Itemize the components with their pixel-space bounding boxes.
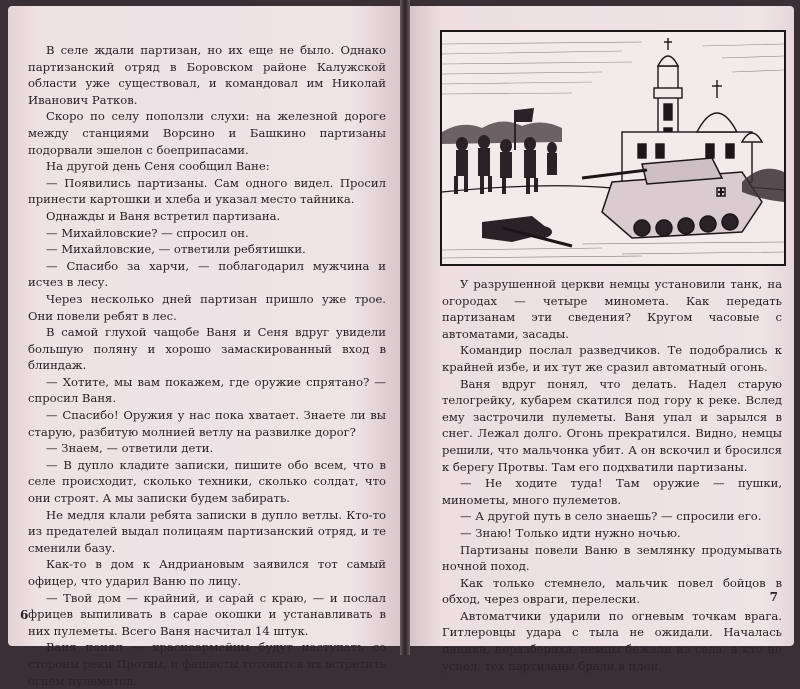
paragraph: На другой день Сеня сообщил Ване: xyxy=(46,159,270,174)
paragraph: Не медля клали ребята записки в дупло ветлы. Кто-то из предателей выдал полицаям партизанский отряд, и те сменили базу. xyxy=(28,507,386,555)
paragraph: — Михайловские, — ответили ребятишки. xyxy=(46,242,306,257)
paragraph: Однажды и Ваня встретил партизана. xyxy=(46,208,281,223)
paragraph: Ваня понял — красноармейцы будут наступать со стороны реки Протвы, и фашисты готовятся их встретить огнем пулеметов. xyxy=(28,640,386,688)
page-number-left: 6 xyxy=(20,608,29,622)
paragraph: — Спасибо! Оружия у нас пока хватает. Знаете ли вы старую, разбитую молнией ветлу на развилке дорог? xyxy=(28,408,386,439)
paragraph: — Не ходите туда! Там оружие — пушки, минометы, много пулеметов. xyxy=(442,476,782,507)
paragraph: Партизаны повели Ваню в землянку продумывать ночной поход. xyxy=(442,542,782,574)
paragraph: — Твой дом — крайний, и сарай с краю, — и послал фрицев выпиливать в сарае окошки и устанавливать в них пулеметы. Всего Ваня насчитал 14 штук. xyxy=(28,590,386,638)
left-page xyxy=(8,6,400,688)
paragraph: — Спасибо за харчи, — поблагодарил мужчина и исчез в лесу. xyxy=(28,258,386,290)
paragraph: Командир послал разведчиков. Те подобрались к крайней избе, и их тут же сразил автоматный огонь. xyxy=(442,343,782,374)
paragraph: — В дупло кладите записки, пишите обо всем, что в селе происходит, сколько техники, сколько солдат, что они строят. А мы записки будем забирать. xyxy=(28,457,386,506)
right-page-text xyxy=(442,276,782,674)
paragraph: — Знаю! Только идти нужно ночью. xyxy=(460,525,681,540)
paragraph: У разрушенной церкви немцы установили танк, на огородах — четыре миномета. Как передать партизанам эти сведения? Кругом часовые с автоматами, засады. xyxy=(442,277,782,341)
paragraph: Через несколько дней партизан пришло уже трое. Они повели ребят в лес. xyxy=(28,291,386,323)
paragraph: Ваня вдруг понял, что делать. Надел старую телогрейку, кубарем скатился под гору к реке. Вслед ему застрочили пулеметы. Ваня упал и зарылся в снег. Лежал долго. Огонь прекратился. Видно, немцы решили, что мальчонка убит. А он вскочил и бросился к берегу Протвы. Там его подхватили партизаны. xyxy=(442,376,782,474)
paragraph: Как-то в дом к Андриановым заявился тот самый офицер, что ударил Ваню по лицу. xyxy=(28,557,386,588)
paragraph: — Появились партизаны. Сам одного видел. Просил принести картошки и хлеба и указал место тайника. xyxy=(28,175,386,207)
paragraph: Скоро по селу поползли слухи: на железной дороге между станциями Ворсино и Башкино партизаны подорвали эшелон с боеприпасами. xyxy=(28,109,386,157)
paragraph: Как только стемнело, мальчик повел бойцов в обход, через овраги, перелески. xyxy=(442,575,782,607)
church-tank-battle-illustration xyxy=(440,30,786,266)
paragraph: В селе ждали партизан, но их еще не было. Однако партизанский отряд в Боровском районе Калужской области уже существовал, и командовал им Николай Иванович Ратков. xyxy=(28,43,386,107)
paragraph: Автоматчики ударили по огневым точкам врага. Гитлеровцы удара с тыла не ожидали. Началась паника, неразбериха, немцы бежали из села, а кто не успел, тех партизаны брали в плен. xyxy=(442,608,782,673)
page-number-right: 7 xyxy=(769,590,778,604)
paragraph: — Знаем, — ответили дети. xyxy=(46,441,214,456)
left-page-text xyxy=(28,42,386,689)
paragraph: — Михайловские? — спросил он. xyxy=(46,225,249,240)
paragraph: — Хотите, мы вам покажем, где оружие спрятано? — спросил Ваня. xyxy=(28,374,386,406)
paragraph: — А другой путь в село знаешь? — спросили его. xyxy=(460,509,762,524)
book-gutter xyxy=(400,0,410,655)
paragraph: В самой глухой чащобе Ваня и Сеня вдруг увидели большую поляну и хорошо замаскированный вход в блиндаж. xyxy=(28,325,386,373)
right-page xyxy=(410,6,794,673)
